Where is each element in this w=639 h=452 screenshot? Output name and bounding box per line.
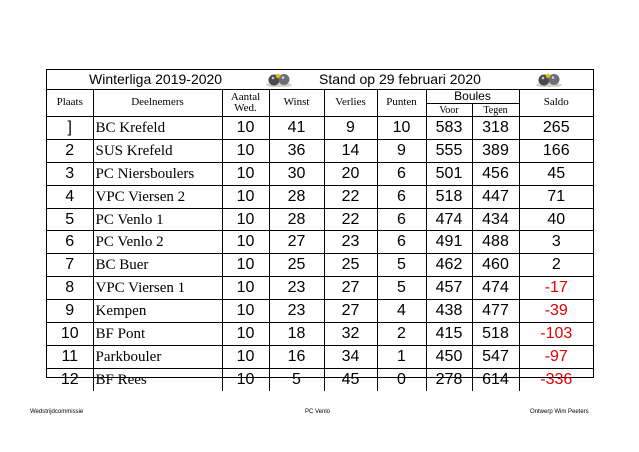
footer-left: Wedstrijdcommissie [30, 409, 84, 415]
cell-punten: 6 [377, 208, 426, 231]
cell-voor: 438 [426, 300, 472, 323]
date-title: Stand op 29 februari 2020 [319, 71, 481, 87]
cell-tegen: 318 [472, 117, 519, 140]
footer-right: Ontwerp Wim Peeters [530, 409, 589, 415]
cell-deelnemer: PC Venlo 1 [93, 208, 222, 231]
cell-plaats: 10 [47, 323, 93, 346]
header-plaats: Plaats [47, 89, 93, 117]
cell-voor: 462 [426, 254, 472, 277]
footer-center: PC Venlo [305, 409, 331, 415]
cell-aantal-wed: 10 [222, 162, 269, 185]
cell-verlies: 14 [324, 139, 377, 162]
cell-verlies: 34 [324, 345, 377, 368]
cell-aantal-wed: 10 [222, 185, 269, 208]
cell-tegen: 389 [472, 139, 519, 162]
cell-punten: 9 [377, 139, 426, 162]
cell-voor: 450 [426, 345, 472, 368]
cell-tegen: 614 [472, 368, 519, 390]
standings-frame [46, 69, 594, 388]
cell-voor: 501 [426, 162, 472, 185]
cell-voor: 278 [426, 368, 472, 390]
cell-tegen: 456 [472, 162, 519, 185]
cell-deelnemer: BF Rees [93, 368, 222, 390]
cell-plaats: 6 [47, 231, 93, 254]
cell-plaats: 11 [47, 345, 93, 368]
cell-punten: 5 [377, 254, 426, 277]
cell-voor: 491 [426, 231, 472, 254]
table-row [47, 231, 593, 254]
cell-saldo: 265 [519, 117, 593, 140]
cell-aantal-wed: 10 [222, 277, 269, 300]
cell-tegen: 488 [472, 231, 519, 254]
cell-deelnemer: VPC Viersen 2 [93, 185, 222, 208]
cell-plaats: 4 [47, 185, 93, 208]
cell-voor: 555 [426, 139, 472, 162]
cell-punten: 4 [377, 300, 426, 323]
cell-plaats: 9 [47, 300, 93, 323]
cell-verlies: 25 [324, 254, 377, 277]
cell-aantal-wed: 10 [222, 345, 269, 368]
cell-saldo: 2 [519, 254, 593, 277]
cell-saldo: -39 [519, 300, 593, 323]
cell-punten: 5 [377, 277, 426, 300]
cell-aantal-wed: 10 [222, 368, 269, 390]
cell-plaats: 5 [47, 208, 93, 231]
table-row [47, 117, 593, 140]
cell-deelnemer: BC Krefeld [93, 117, 222, 140]
cell-punten: 6 [377, 162, 426, 185]
cell-verlies: 27 [324, 300, 377, 323]
table-row [47, 254, 593, 277]
cell-winst: 41 [269, 117, 324, 140]
table-row [47, 185, 593, 208]
cell-plaats: 2 [47, 139, 93, 162]
table-row [47, 277, 593, 300]
cell-voor: 415 [426, 323, 472, 346]
cell-deelnemer: BC Buer [93, 254, 222, 277]
cell-voor: 583 [426, 117, 472, 140]
cell-aantal-wed: 10 [222, 117, 269, 140]
cell-saldo: -336 [519, 368, 593, 390]
table-row [47, 162, 593, 185]
cell-saldo: 71 [519, 185, 593, 208]
cell-winst: 28 [269, 208, 324, 231]
cell-deelnemer: VPC Viersen 1 [93, 277, 222, 300]
cell-tegen: 477 [472, 300, 519, 323]
header-punten: Punten [377, 89, 426, 117]
cell-winst: 25 [269, 254, 324, 277]
cell-winst: 16 [269, 345, 324, 368]
cell-plaats: 3 [47, 162, 93, 185]
cell-saldo: -97 [519, 345, 593, 368]
header-verlies: Verlies [324, 89, 377, 117]
cell-winst: 23 [269, 277, 324, 300]
cell-tegen: 547 [472, 345, 519, 368]
cell-aantal-wed: 10 [222, 254, 269, 277]
cell-winst: 27 [269, 231, 324, 254]
header-voor: Voor [426, 104, 472, 117]
cell-verlies: 22 [324, 185, 377, 208]
table-row [47, 208, 593, 231]
table-row [47, 300, 593, 323]
header-deelnemers: Deelnemers [93, 89, 222, 117]
cell-winst: 5 [269, 368, 324, 390]
cell-verlies: 27 [324, 277, 377, 300]
title-row [47, 70, 593, 90]
cell-verlies: 45 [324, 368, 377, 390]
cell-winst: 30 [269, 162, 324, 185]
cell-saldo: -103 [519, 323, 593, 346]
cell-punten: 1 [377, 345, 426, 368]
cell-saldo: 40 [519, 208, 593, 231]
cell-tegen: 434 [472, 208, 519, 231]
cell-aantal-wed: 10 [222, 323, 269, 346]
cell-tegen: 518 [472, 323, 519, 346]
cell-deelnemer: BF Pont [93, 323, 222, 346]
cell-deelnemer: Kempen [93, 300, 222, 323]
cell-winst: 18 [269, 323, 324, 346]
cell-winst: 28 [269, 185, 324, 208]
cell-verlies: 32 [324, 323, 377, 346]
cell-verlies: 22 [324, 208, 377, 231]
cell-aantal-wed: 10 [222, 208, 269, 231]
cell-saldo: -17 [519, 277, 593, 300]
table-row [47, 345, 593, 368]
cell-tegen: 474 [472, 277, 519, 300]
table-row [47, 323, 593, 346]
cell-plaats: 7 [47, 254, 93, 277]
cell-voor: 457 [426, 277, 472, 300]
header-boules: Boules [426, 89, 519, 104]
cell-punten: 6 [377, 185, 426, 208]
cell-deelnemer: Parkbouler [93, 345, 222, 368]
header-saldo: Saldo [519, 89, 593, 117]
cell-winst: 36 [269, 139, 324, 162]
cell-aantal-wed: 10 [222, 139, 269, 162]
cell-saldo: 166 [519, 139, 593, 162]
cell-verlies: 20 [324, 162, 377, 185]
boules-icon [265, 71, 293, 87]
cell-winst: 23 [269, 300, 324, 323]
cell-punten: 0 [377, 368, 426, 390]
cell-tegen: 447 [472, 185, 519, 208]
cell-punten: 10 [377, 117, 426, 140]
header-winst: Winst [269, 89, 324, 117]
table-row [47, 139, 593, 162]
cell-tegen: 460 [472, 254, 519, 277]
cell-plaats: 12 [47, 368, 93, 390]
cell-plaats: ] [47, 117, 93, 140]
cell-aantal-wed: 10 [222, 231, 269, 254]
header-tegen: Tegen [472, 104, 519, 117]
cell-verlies: 9 [324, 117, 377, 140]
boules-icon [535, 71, 563, 87]
cell-punten: 6 [377, 231, 426, 254]
table-row [47, 368, 593, 390]
cell-punten: 2 [377, 323, 426, 346]
header-aantal-wed: Aantal Wed. [222, 89, 269, 117]
cell-voor: 518 [426, 185, 472, 208]
cell-deelnemer: PC Niersboulers [93, 162, 222, 185]
cell-saldo: 3 [519, 231, 593, 254]
cell-deelnemer: SUS Krefeld [93, 139, 222, 162]
cell-verlies: 23 [324, 231, 377, 254]
cell-plaats: 8 [47, 277, 93, 300]
cell-voor: 474 [426, 208, 472, 231]
standings-table [47, 89, 593, 391]
league-title: Winterliga 2019-2020 [89, 71, 223, 87]
cell-saldo: 45 [519, 162, 593, 185]
cell-aantal-wed: 10 [222, 300, 269, 323]
cell-deelnemer: PC Venlo 2 [93, 231, 222, 254]
